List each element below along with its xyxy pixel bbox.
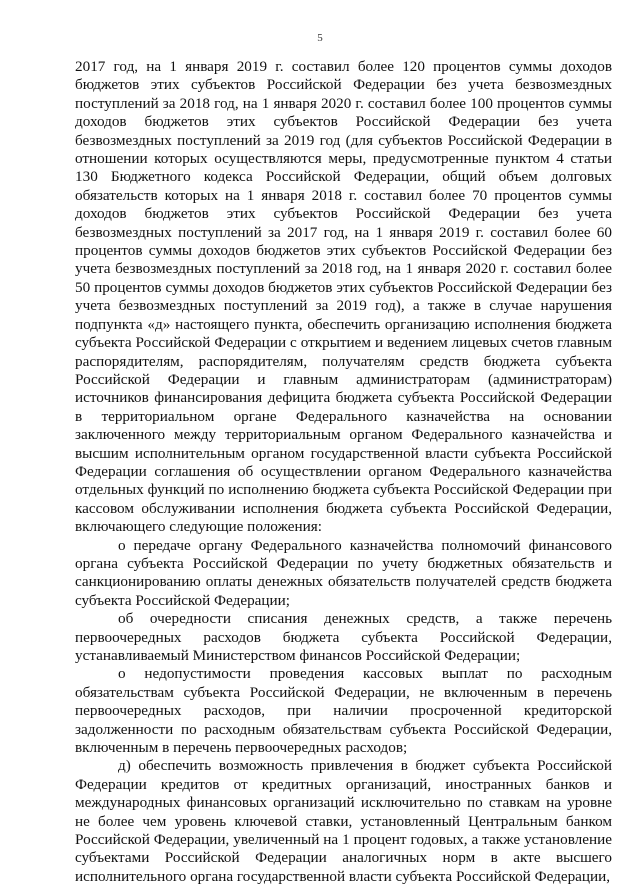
- paragraph-continuation: 2017 год, на 1 января 2019 г. составил более 120 процентов суммы доходов бюджетов этих субъектов Российской Федерации без учета безвозмездных поступлений за 2018 год, на 1 января 2020 г. составил более 100 процентов суммы доходов бюджетов этих субъектов Российской Федерации без учета безвозмездных поступлений за 2019 год (для субъектов Российской Федерации в отношении которых осуществляются меры, предусмотренные пунктом 4 статьи 130 Бюджетного кодекса Российской Федерации, общий объем долговых обязательств которых на 1 января 2018 г. составил более 70 процентов суммы доходов бюджетов этих субъектов Российской Федерации без учета безвозмездных поступлений за 2017 год, на 1 января 2019 г. составил более 60 процентов суммы доходов бюджетов этих субъектов Российской Федерации без учета безвозмездных поступлений за 2018 год, на 1 января 2020 г. составил более 50 процентов суммы доходов бюджетов этих субъектов Российской Федерации без учета безвозмездных поступлений за 2019 год), а также в случае нарушения подпункта «д» настоящего пункта, обеспечить организацию исполнения бюджета субъекта Российской Федерации с открытием и ведением лицевых счетов главным распорядителям, распорядителям, получателям средств бюджета субъекта Российской Федерации и главным администраторам (администраторам) источников финансирования дефицита бюджета субъекта Российской Федерации в территориальном органе Федерального казначейства на основании заключенного между территориальным органом Федерального казначейства и высшим исполнительным органом государственной власти субъекта Российской Федерации соглашения об осуществлении органом Федерального казначейства отдельных функций по исполнению бюджета субъекта Российской Федерации при кассовом обслуживании исполнения бюджета субъекта Российской Федерации, включающего следующие положения:: [75, 58, 612, 536]
- paragraph-write-off-order: об очередности списания денежных средств, а также перечень первоочередных расходов бюджета субъекта Российской Федерации, устанавливаемый Министерством финансов Российской Федерации;: [75, 610, 612, 664]
- paragraph-treasury-powers: о передаче органу Федерального казначейства полномочий финансового органа субъекта Российской Федерации по учету бюджетных обязательств и санкционированию оплаты денежных обязательств получателей средств бюджета субъекта Российской Федерации;: [75, 536, 612, 609]
- paragraph-item-d: д) обеспечить возможность привлечения в бюджет субъекта Российской Федерации кредитов от кредитных организаций, иностранных банков и международных финансовых организаций исключительно по ставкам на уровне не более чем уровень ключевой ставки, установленный Центральным банком Российской Федерации, увеличенный на 1 процент годовых, а также установление субъектами Российской Федерации аналогичных норм в акте высшего исполнительного органа государственной власти субъекта Российской Федерации,: [75, 757, 612, 885]
- page-number: 5: [317, 32, 323, 44]
- paragraph-cash-payments: о недопустимости проведения кассовых выплат по расходным обязательствам субъекта Российской Федерации, не включенным в перечень первоочередных расходов, при наличии просроченной кредиторской задолженности по расходным обязательствам субъекта Российской Федерации, включенным в перечень первоочередных расходов;: [75, 665, 612, 757]
- document-body: [75, 58, 612, 886]
